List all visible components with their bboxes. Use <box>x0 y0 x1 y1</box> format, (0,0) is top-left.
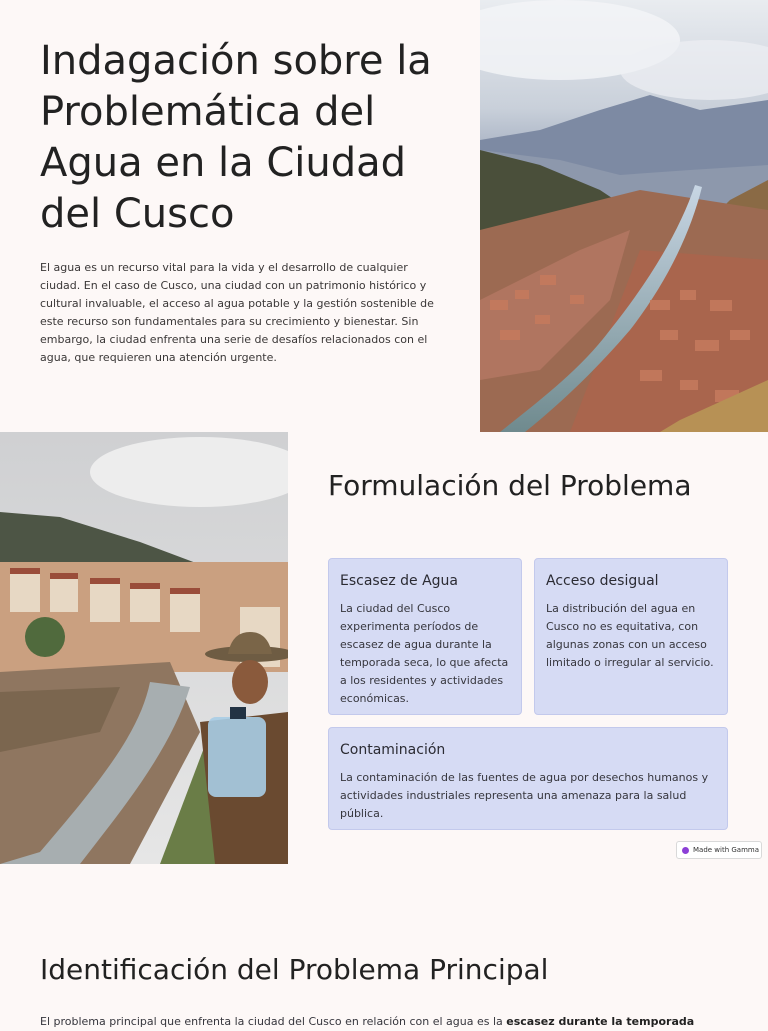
main-problem-section <box>0 864 768 1028</box>
card-title: Acceso desigual <box>546 573 659 589</box>
intro-section <box>0 0 768 432</box>
card-contamination <box>328 727 728 830</box>
problem-formulation-section <box>0 432 768 864</box>
main-problem-text-start: El problema principal que enfrenta la ciudad del Cusco en relación con el agua es la <box>40 1015 507 1028</box>
gamma-logo-icon <box>682 847 689 854</box>
card-title: Contaminación <box>340 742 446 758</box>
problem-formulation-heading: Formulación del Problema <box>328 469 692 502</box>
card-text: La distribución del agua en Cusco no es equitativa, con algunas zonas con un acceso limitado o irregular al servicio. <box>546 602 714 669</box>
main-problem-text-bold: escasez durante la temporada <box>506 1015 695 1028</box>
cusco-valley-image <box>480 0 768 432</box>
card-text: La contaminación de las fuentes de agua por desechos humanos y actividades industriales representa una amenaza para la salud pública. <box>340 771 709 820</box>
man-with-water-jug-image <box>0 432 288 864</box>
main-problem-text <box>40 1013 740 1031</box>
card-title: Escasez de Agua <box>340 573 458 589</box>
badge-label: Made with Gamma <box>693 846 760 854</box>
card-text: La ciudad del Cusco experimenta períodos de escasez de agua durante la temporada seca, lo que afecta a los residentes y actividades económicas. <box>340 602 509 705</box>
page-title: Indagación sobre la Problemática del Agua en la Ciudad del Cusco <box>40 38 432 237</box>
made-with-gamma-badge[interactable] <box>676 841 762 859</box>
intro-paragraph: El agua es un recurso vital para la vida y el desarrollo de cualquier ciudad. En el caso de Cusco, una ciudad con un patrimonio histórico y cultural invaluable, el acceso al agua potable y la gestión sostenible de este recurso son fundamentales para su crecimiento y bienestar. Sin embargo, la ciudad enfrenta una serie de desafíos relacionados con el agua, que requieren una atención urgente. <box>40 261 434 364</box>
card-unequal-access <box>534 558 728 715</box>
main-problem-heading: Identificación del Problema Principal <box>40 953 549 986</box>
card-water-scarcity <box>328 558 522 715</box>
